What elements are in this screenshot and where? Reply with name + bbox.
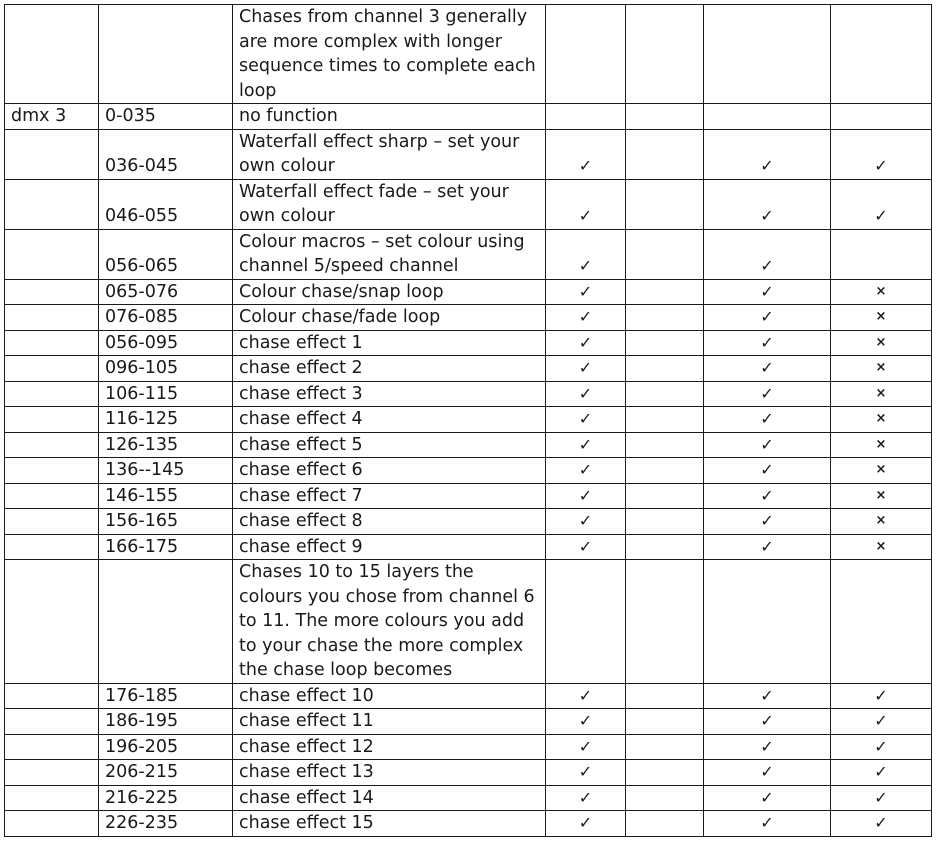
mark-cell-1: ✓ [546,709,626,735]
mark-cell-4: × [831,432,932,458]
channel-cell [5,179,99,229]
description-cell: chase effect 15 [233,811,546,837]
mark-cell-2 [626,330,704,356]
range-cell: 196-205 [99,734,233,760]
channel-cell [5,534,99,560]
channel-cell [5,760,99,786]
channel-cell [5,734,99,760]
channel-cell [5,330,99,356]
table-row [5,734,932,760]
mark-cell-2 [626,381,704,407]
mark-cell-4: × [831,509,932,535]
range-cell [99,5,233,104]
mark-cell-4: × [831,534,932,560]
table-row [5,458,932,484]
mark-cell-3 [704,560,831,684]
mark-cell-4: ✓ [831,129,932,179]
mark-cell-3: ✓ [704,709,831,735]
description-cell: Chases from channel 3 generally are more complex with longer sequence times to complete each loop [233,5,546,104]
table-row [5,534,932,560]
mark-cell-3: ✓ [704,129,831,179]
mark-cell-4: × [831,458,932,484]
description-cell: Colour chase/fade loop [233,305,546,331]
mark-cell-3: ✓ [704,305,831,331]
mark-cell-2 [626,785,704,811]
mark-cell-1: ✓ [546,534,626,560]
range-cell: 065-076 [99,279,233,305]
range-cell: 166-175 [99,534,233,560]
mark-cell-1: ✓ [546,229,626,279]
channel-cell [5,785,99,811]
table-row [5,760,932,786]
range-cell: 226-235 [99,811,233,837]
table-row [5,229,932,279]
table-row [5,279,932,305]
mark-cell-1: ✓ [546,129,626,179]
description-cell: chase effect 12 [233,734,546,760]
mark-cell-1: ✓ [546,305,626,331]
description-cell: Waterfall effect sharp – set your own colour [233,129,546,179]
description-cell: chase effect 13 [233,760,546,786]
range-cell: 096-105 [99,356,233,382]
mark-cell-2 [626,483,704,509]
mark-cell-3: ✓ [704,432,831,458]
description-cell: chase effect 1 [233,330,546,356]
description-cell: Chases 10 to 15 layers the colours you chose from channel 6 to 11. The more colours you add to your chase the more complex the chase loop becomes [233,560,546,684]
channel-cell [5,305,99,331]
mark-cell-1: ✓ [546,483,626,509]
channel-cell [5,432,99,458]
mark-cell-4: ✓ [831,179,932,229]
mark-cell-3 [704,104,831,130]
mark-cell-1: ✓ [546,811,626,837]
mark-cell-4: ✓ [831,760,932,786]
channel-cell [5,483,99,509]
mark-cell-3: ✓ [704,458,831,484]
mark-cell-4: × [831,483,932,509]
mark-cell-4: × [831,407,932,433]
description-cell: chase effect 6 [233,458,546,484]
mark-cell-1 [546,104,626,130]
range-cell: 176-185 [99,683,233,709]
description-cell: chase effect 8 [233,509,546,535]
mark-cell-4: × [831,305,932,331]
channel-cell [5,407,99,433]
mark-cell-3: ✓ [704,734,831,760]
table-row [5,305,932,331]
mark-cell-2 [626,229,704,279]
range-cell: 136--145 [99,458,233,484]
mark-cell-3: ✓ [704,407,831,433]
channel-cell [5,458,99,484]
range-cell: 146-155 [99,483,233,509]
description-cell: no function [233,104,546,130]
range-cell: 186-195 [99,709,233,735]
range-cell: 076-085 [99,305,233,331]
mark-cell-1: ✓ [546,432,626,458]
channel-cell [5,811,99,837]
mark-cell-2 [626,811,704,837]
range-cell [99,560,233,684]
channel-cell [5,356,99,382]
channel-cell [5,129,99,179]
description-cell: chase effect 5 [233,432,546,458]
range-cell: 056-095 [99,330,233,356]
channel-cell: dmx 3 [5,104,99,130]
mark-cell-2 [626,458,704,484]
mark-cell-2 [626,509,704,535]
mark-cell-3: ✓ [704,279,831,305]
range-cell: 106-115 [99,381,233,407]
table-row [5,560,932,684]
description-cell: chase effect 11 [233,709,546,735]
mark-cell-4: × [831,330,932,356]
table-row [5,129,932,179]
mark-cell-3: ✓ [704,381,831,407]
mark-cell-4: ✓ [831,683,932,709]
range-cell: 116-125 [99,407,233,433]
description-cell: chase effect 9 [233,534,546,560]
mark-cell-1: ✓ [546,179,626,229]
mark-cell-2 [626,279,704,305]
table-row [5,179,932,229]
description-cell: chase effect 3 [233,381,546,407]
mark-cell-1: ✓ [546,407,626,433]
range-cell: 046-055 [99,179,233,229]
channel-cell [5,279,99,305]
mark-cell-4: ✓ [831,811,932,837]
description-cell: chase effect 14 [233,785,546,811]
mark-cell-4 [831,560,932,684]
mark-cell-1 [546,5,626,104]
range-cell: 126-135 [99,432,233,458]
mark-cell-1: ✓ [546,330,626,356]
table-row [5,356,932,382]
channel-cell [5,509,99,535]
table-row [5,104,932,130]
mark-cell-3: ✓ [704,229,831,279]
dmx-function-table [4,4,932,837]
table-row [5,483,932,509]
mark-cell-2 [626,104,704,130]
mark-cell-1: ✓ [546,356,626,382]
mark-cell-2 [626,179,704,229]
mark-cell-1: ✓ [546,381,626,407]
mark-cell-2 [626,5,704,104]
mark-cell-2 [626,560,704,684]
table-row [5,509,932,535]
mark-cell-4 [831,5,932,104]
mark-cell-4 [831,104,932,130]
channel-cell [5,5,99,104]
mark-cell-2 [626,534,704,560]
table-row [5,381,932,407]
mark-cell-3: ✓ [704,179,831,229]
description-cell: chase effect 7 [233,483,546,509]
mark-cell-4 [831,229,932,279]
mark-cell-2 [626,305,704,331]
mark-cell-2 [626,432,704,458]
mark-cell-2 [626,734,704,760]
description-cell: chase effect 2 [233,356,546,382]
mark-cell-3: ✓ [704,509,831,535]
mark-cell-1: ✓ [546,458,626,484]
mark-cell-1 [546,560,626,684]
mark-cell-4: ✓ [831,709,932,735]
channel-cell [5,709,99,735]
description-cell: Colour chase/snap loop [233,279,546,305]
range-cell: 036-045 [99,129,233,179]
range-cell: 056-065 [99,229,233,279]
channel-cell [5,560,99,684]
table-row [5,683,932,709]
mark-cell-3: ✓ [704,483,831,509]
mark-cell-3: ✓ [704,534,831,560]
mark-cell-2 [626,709,704,735]
mark-cell-1: ✓ [546,785,626,811]
mark-cell-1: ✓ [546,760,626,786]
range-cell: 206-215 [99,760,233,786]
table-row [5,330,932,356]
mark-cell-3: ✓ [704,330,831,356]
description-cell: Colour macros – set colour using channel 5/speed channel [233,229,546,279]
mark-cell-2 [626,760,704,786]
mark-cell-1: ✓ [546,279,626,305]
description-cell: chase effect 10 [233,683,546,709]
mark-cell-3: ✓ [704,811,831,837]
channel-cell [5,229,99,279]
mark-cell-2 [626,683,704,709]
mark-cell-3: ✓ [704,683,831,709]
table-body [5,5,932,837]
description-cell: Waterfall effect fade – set your own colour [233,179,546,229]
mark-cell-4: × [831,279,932,305]
table-row [5,407,932,433]
description-cell: chase effect 4 [233,407,546,433]
mark-cell-2 [626,356,704,382]
mark-cell-3: ✓ [704,760,831,786]
mark-cell-1: ✓ [546,509,626,535]
table-row [5,785,932,811]
range-cell: 0-035 [99,104,233,130]
table-row [5,432,932,458]
table-row [5,709,932,735]
range-cell: 216-225 [99,785,233,811]
channel-cell [5,683,99,709]
mark-cell-1: ✓ [546,683,626,709]
mark-cell-4: × [831,356,932,382]
mark-cell-1: ✓ [546,734,626,760]
mark-cell-3: ✓ [704,356,831,382]
mark-cell-4: ✓ [831,734,932,760]
channel-cell [5,381,99,407]
mark-cell-4: ✓ [831,785,932,811]
table-row [5,811,932,837]
mark-cell-2 [626,129,704,179]
mark-cell-2 [626,407,704,433]
table-row [5,5,932,104]
range-cell: 156-165 [99,509,233,535]
mark-cell-3: ✓ [704,785,831,811]
mark-cell-4: × [831,381,932,407]
mark-cell-3 [704,5,831,104]
